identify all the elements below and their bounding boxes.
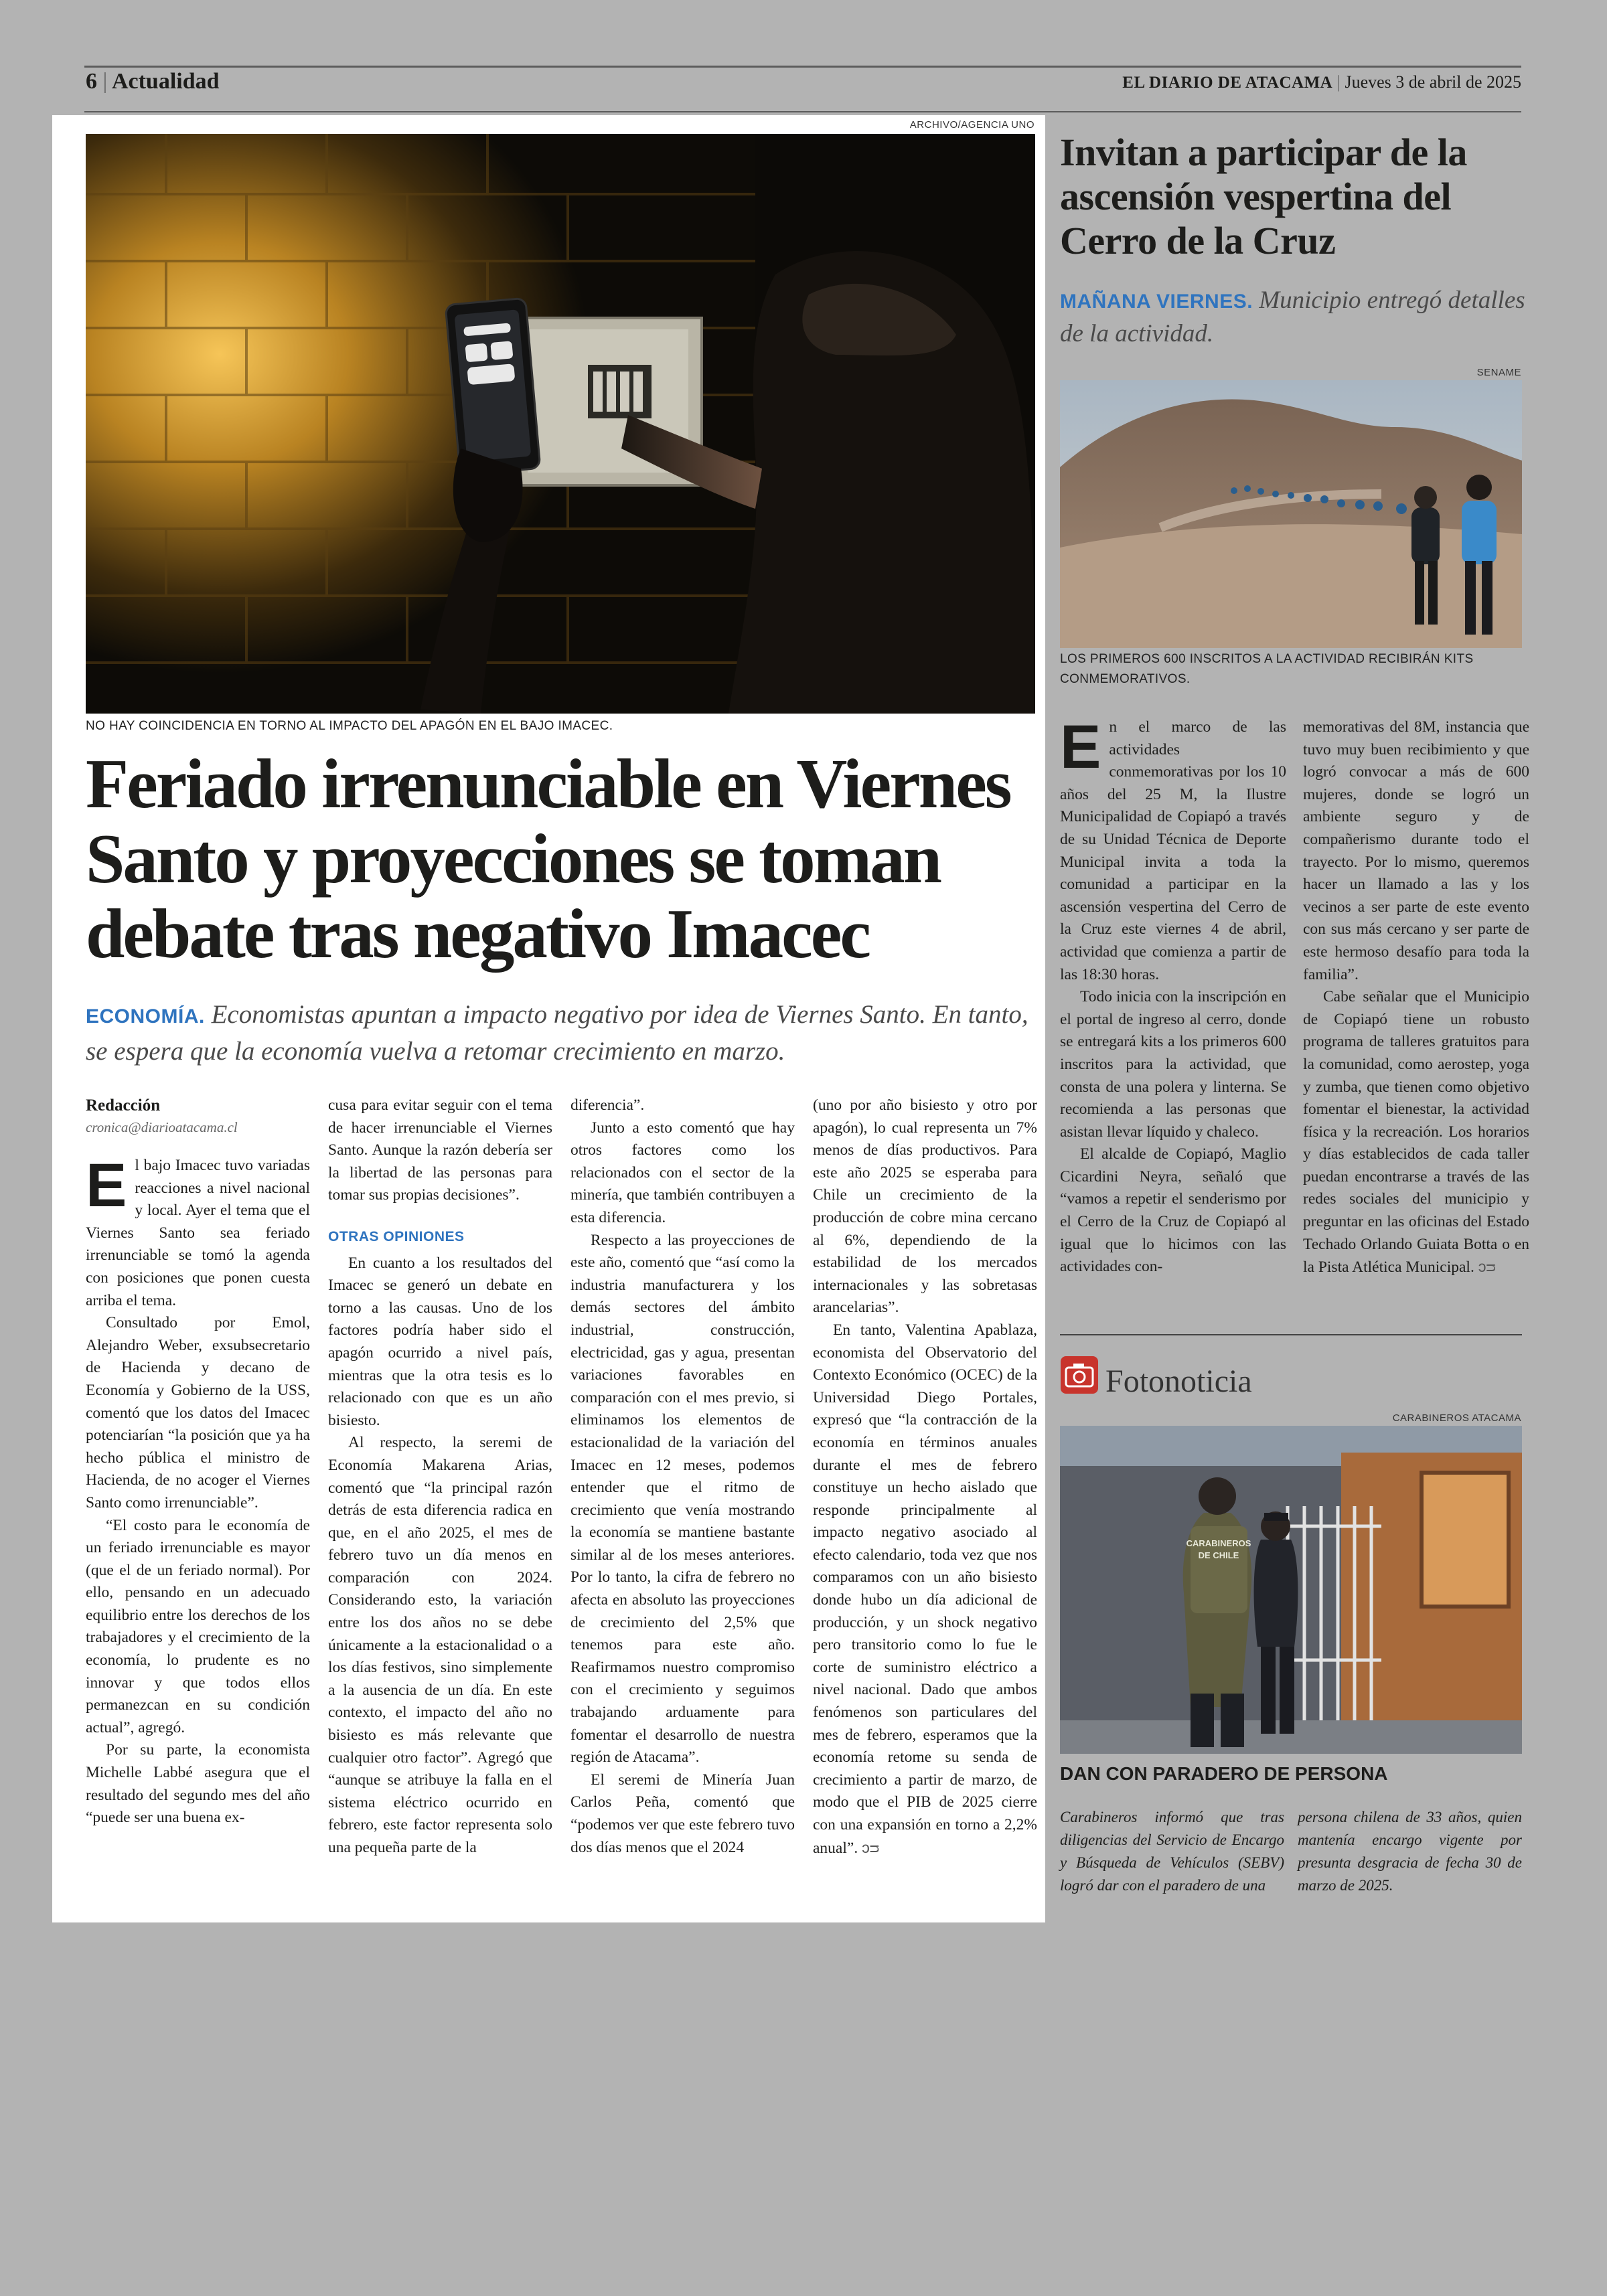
fotonoticia-title: DAN CON PARADERO DE PERSONA [1060,1763,1388,1784]
main-dropcap: E [86,1151,127,1220]
col4-para-2-text: En tanto, Valentina Apablaza, economista del Observatorio del Contexto Económico (OCEC) de la Universidad Diego Portales, expresó que “la contracción de la economía en términos anuales durante el mes de febrero constituye un hecho aislado que responde principalmente al impacto negativo asociado al efecto calendario, toda vez que nos comparamos con un año bisiesto donde hubo un día adicional de producción, y un shock negativo pero transitorio como lo fue le corte de suministro eléctrico a nivel nacional. Dado que ambos fenómenos son particulares del mes de febrero, esperamos que la economía retome su senda de crecimiento a partir de marzo, de modo que el PIB de 2025 cierre con una expansión en torno a 2,2% anual”. [813,1321,1037,1857]
author-email: cronica@diarioatacama.cl [86,1119,238,1135]
col4-para-1: (uno por año bisiesto y otro por apagón), lo cual representa un 7% menos de días productivos. Para este año 2025 se esperaba para Chile un crecimiento de la producción de cobre mina cercano al 6%, dependiendo de la estabilidad de los mercados internacionales y las sobretasas arancelarias”. [813,1096,1037,1317]
side-col1-para-2: Todo inicia con la inscripción en el portal de ingreso al cerro, donde se entregará kits a los primeros 600 inscritos para la actividad, que consta de una polera y linterna. Se recomienda a las personas que asistan llevar líquido y chaleco. [1060,988,1286,1141]
side-col1-para-1 [1060,713,1286,986]
side-end-mark: ↄᴝ [1478,1258,1496,1276]
side-col1-para-3: El alcalde de Copiapó, Maglio Cicardini Neyra, señaló que “vamos a repetir el senderismo por el Cerro de la Cruz de Copiapó al igual que lo hicimos con las actividades con- [1060,1145,1286,1276]
side-lead [1060,284,1529,350]
side-col2-para-1: memorativas del 8M, instancia que tuvo muy buen recibimiento y que logró convocar a más de 600 mujeres, donde se logró un ambiente seguro y de compañerismo durante todo el trayecto. Por lo mismo, queremos hacer un llamado a las y los vecinos a ser parte de este evento con sus más cercano y ser parte de este hermoso desafío para toda la familia”. [1303,718,1529,983]
side-divider [1060,1334,1522,1335]
side-column-1 [1060,713,1286,1279]
col1-para-2: Consultado por Emol, Alejandro Weber, exsubsecretario de Hacienda y decano de Economía y Gobierno de la USS, comentó que los datos del Imacec potenciarían “la posición que ya ha hecho pública el ministro de Hacienda, de no acoger el Viernes Santo como irrenunciable”. [86,1314,310,1511]
main-photo-illustration [86,134,1035,714]
vest-text-2: DE CHILE [1198,1550,1239,1560]
vest-text-1: CARABINEROS [1186,1538,1251,1548]
main-photo-caption: NO HAY COINCIDENCIA EN TORNO AL IMPACTO DEL APAGÓN EN EL BAJO IMACEC. [86,719,613,733]
newspaper-name: EL DIARIO DE ATACAMA [1122,74,1333,92]
camera-icon [1060,1356,1099,1408]
col2-para-1: cusa para evitar seguir con el tema de hacer irrenunciable el Viernes Santo. Aunque la razón debería ser la libertad de las personas para tomar sus propias decisiones”. [328,1096,552,1204]
fotonoticia-text-2: persona chilena de 33 años, quien mantenía encargo vigente por presunta desgracia de fecha 30 de marzo de 2025. [1298,1809,1522,1894]
main-photo-credit: ARCHIVO/AGENCIA UNO [909,119,1035,131]
col2-para-2: En cuanto a los resultados del Imacec se generó un debate en torno a las causas. Uno de los factores podría haber sido el apagón ocurrido a nivel país, mientras que la otra tesis es lo relacionado con que es un año bisiesto. [328,1254,552,1429]
col1-para-1-text: l bajo Imacec tuvo variadas reacciones a nivel nacional y local. Ayer el tema que el Viernes Santo sea feriado irrenunciable se tomó la agenda con posiciones que ponen cuesta arriba el tema. [86,1157,310,1309]
side-lead-text: Municipio entregó detalles de la actividad. [1060,286,1525,347]
article-column-1 [86,1094,310,1829]
col2-para-3: Al respecto, la seremi de Economía Makarena Arias, comentó que “la principal razón detrás de esta diferencia radica en que, en el año 2025, el mes de febrero tuvo un día menos en comparación con 2024. Considerando esto, la variación entre los dos años no se debe únicamente a la estacionalidad o a los días festivos, sino simplemente a la ausencia de un día. En este contexto, el impacto del año no bisiesto es más relevante que cualquier otro factor”. Agregó que “aunque se atribuye la falla en el sistema eléctrico ocurrido en febrero, este factor representa solo una pequeña parte de la [328,1434,552,1856]
section-name: Actualidad [111,69,220,94]
header-top-rule [84,66,1521,68]
col1-para-4: Por su parte, la economista Michelle Labbé asegura que el resultado del segundo mes del año “puede ser una buena ex- [86,1741,310,1827]
col3-para-1: diferencia”. [570,1096,645,1114]
fotonoticia-illustration [1060,1426,1522,1754]
byline: Redacción [86,1096,161,1115]
page-number: 6 [86,69,97,94]
masthead [1122,71,1521,94]
article-column-4 [813,1094,1037,1860]
side-dropcap: E [1060,713,1101,781]
fotonoticia-column-1 [1060,1806,1284,1897]
side-photo-illustration [1060,380,1522,648]
side-photo-credit: SENAME [1476,367,1521,378]
side-headline: Invitan a participar de la ascensión vespertina del Cerro de la Cruz [1060,131,1467,262]
col3-para-2: Junto a esto comentó que hay otros factores como los relacionados con el sector de la minería, que también contribuyen a esta diferencia. [570,1119,795,1226]
main-headline: Feriado irrenunciable en Viernes Santo y proyecciones se toman debate tras negativo Imacec [86,744,1010,973]
col3-para-4: El seremi de Minería Juan Carlos Peña, comentó que “podemos ver que este febrero tuvo dos días menos que el 2024 [570,1771,795,1856]
side-col2-para-2-text: Cabe señalar que el Municipio de Copiapó tiene un robusto programa de talleres gratuitos para la comunidad, como aerostep, yoga y zumba, que tienen como objetivo fomentar el bienestar, la actividad física y la recreación. Los horarios y días establecidos de cada taller puedan encontrarse a través de las redes sociales del municipio y preguntar en las oficinas del Estado Techado Orlando Guiata Botta o en la Pista Atlética Municipal. [1303,988,1529,1277]
header-separator: | [102,69,108,94]
side-col2-para-2 [1303,986,1529,1279]
col1-para-1 [86,1151,310,1312]
fotonoticia-text-1: Carabineros informó que tras diligencias del Servicio de Encargo y Búsqueda de Vehículos (SEBV) logró dar con el paradero de una [1060,1809,1284,1894]
side-photo-caption: LOS PRIMEROS 600 INSCRITOS A LA ACTIVIDAD RECIBIRÁN KITS CONMEMORATIVOS. [1060,652,1474,686]
fotonoticia-header [1060,1356,1252,1408]
header-bottom-rule [84,111,1521,112]
side-column-2 [1303,716,1529,1279]
masthead-separator: | [1336,72,1341,92]
col4-para-2 [813,1319,1037,1860]
main-lead-text: Economistas apuntan a impacto negativo por idea de Viernes Santo. En tanto, se espera que la economía vuelva a retomar crecimiento en marzo. [86,1000,1028,1066]
main-photo [86,134,1035,714]
page-section-label [86,67,220,96]
issue-date: Jueves 3 de abril de 2025 [1345,72,1521,92]
main-kicker: ECONOMÍA. [86,1005,205,1028]
fotonoticia-photo [1060,1426,1522,1754]
col3-para-3: Respecto a las proyecciones de este año, comentó que “así como la industria manufacturera y los demás sectores del ámbito industrial, construcción, electricidad, gas y agua, presentan variaciones favorables en comparación con el mes previo, si eliminamos los elementos de estacionalidad de la variación del Imacec en 12 meses, podemos entender que el ritmo de crecimiento que venía mostrando la economía se mantiene bastante similar al de los meses anteriores. Por lo tanto, la cifra de febrero no afecta en absoluto las proyecciones de crecimiento del 2,5% que tenemos para este año. Reafirmamos nuestro compromiso con el crecimiento y seguimos trabajando arduamente para fomentar el desarrollo de nuestra región de Atacama”. [570,1231,795,1767]
main-lead [86,997,1037,1069]
fotonoticia-column-2 [1298,1806,1522,1897]
fotonoticia-photo-credit: CARABINEROS ATACAMA [1392,1412,1521,1424]
side-col1-para-1-text: n el marco de las actividades conmemorativas por los 10 años del 25 M, la Ilustre Municipalidad de Copiapó a través de su Unidad Técnica de Deporte Municipal invita a toda la comunidad a participar en la ascensión vespertina del Cerro de la Cruz este viernes 4 de abril, actividad que comienza a partir de las 18:30 horas. [1060,718,1286,983]
subhead-otras-opiniones: OTRAS OPINIONES [328,1228,465,1244]
side-photo-hill [1060,380,1522,648]
article-column-3 [570,1094,795,1859]
col1-para-3: “El costo para le economía de un feriado irrenunciable es mayor (que el de un feriado normal). Por ello, pensando en un adecuado equilibrio entre los derechos de los trabajadores y el crecimiento de la economía, lo prudente es no innovar y que todos ellos permanezcan en su condición actual”, agregó. [86,1516,310,1736]
fotonoticia-label: Fotonoticia [1105,1364,1252,1399]
article-end-mark: ↄᴝ [862,1838,879,1856]
article-column-2 [328,1094,552,1860]
side-kicker: MAÑANA VIERNES. [1060,291,1253,313]
